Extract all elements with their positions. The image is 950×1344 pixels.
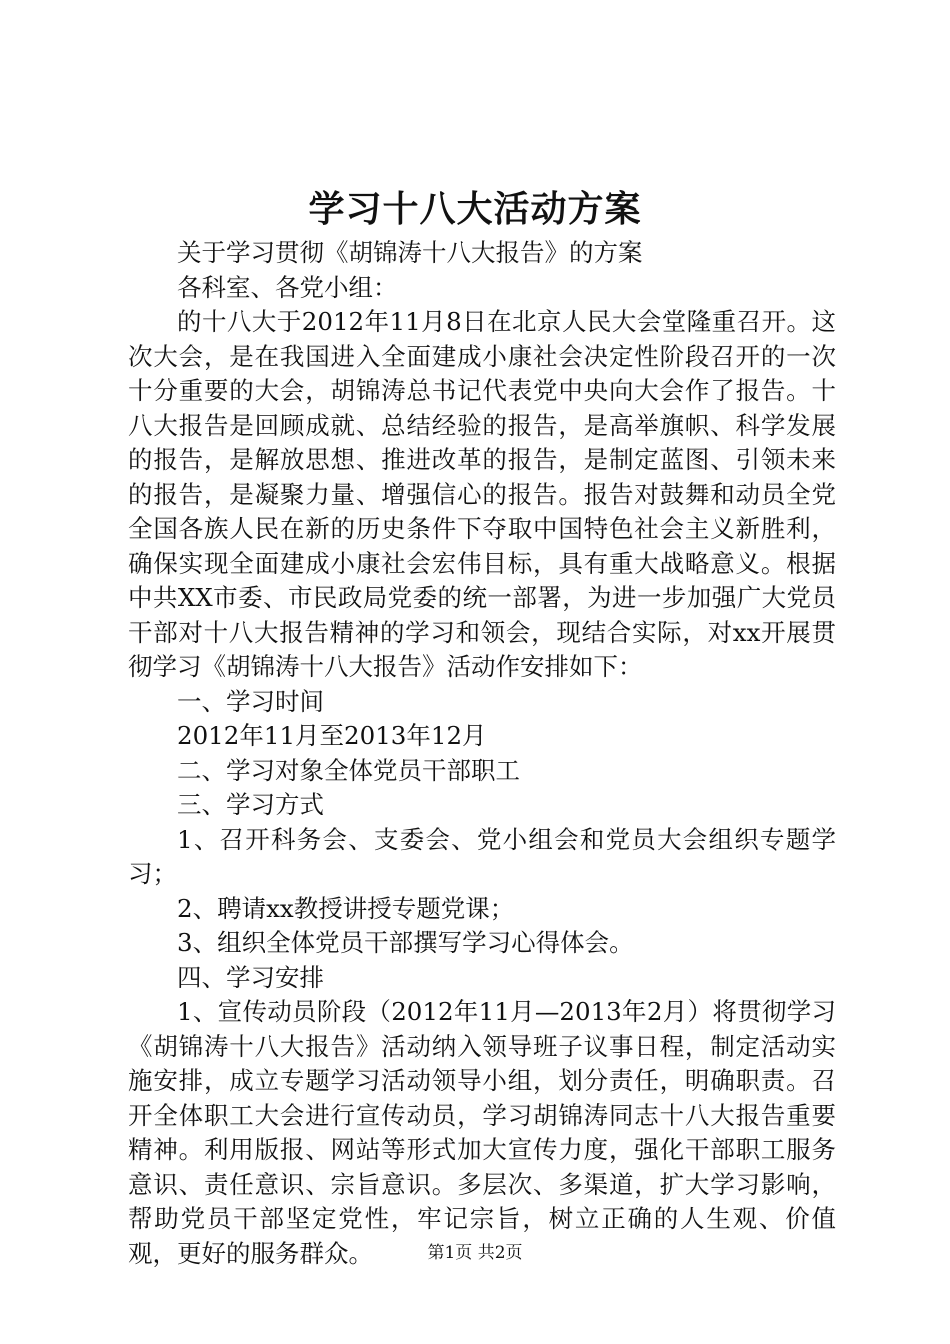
arrangement-item-1: 1、宣传动员阶段（2012年11月—2013年2月）将贯彻学习《胡锦涛十八大报告》活动纳入领导班子议事日程，制定活动实施安排，成立专题学习活动领导小组，划分责任，明确职责。召开全体职工大会进行宣传动员，学习胡锦涛同志十八大报告重要精神。利用版报、网站等形式加大宣传力度，强化干部职工服务意识、责任意识、宗旨意识。多层次、多渠道，扩大学习影响，帮助党员干部坚定党性，牢记宗旨，树立正确的人生观、价值观，更好的服务群众。 <box>128 997 836 1268</box>
document-title: 学习十八大活动方案 <box>308 188 642 230</box>
method-item-3: 3、组织全体党员干部撰写学习心得体会。 <box>177 928 634 957</box>
method-item-2: 2、聘请xx教授讲授专题党课； <box>177 893 515 923</box>
section-heading-time: 一、学习时间 <box>177 686 324 716</box>
subtitle-paragraph: 关于学习贯彻《胡锦涛十八大报告》的方案 <box>177 238 643 267</box>
page-footer: 第1页 共2页 <box>427 1243 523 1263</box>
document-body <box>128 236 836 1271</box>
section-heading-audience: 二、学习对象全体党员干部职工 <box>177 755 520 785</box>
intro-paragraph: 的十八大于2012年11月8日在北京人民大会堂隆重召开。这次大会，是在我国进入全面建成小康社会决定性阶段召开的一次十分重要的大会，胡锦涛总书记代表党中央向大会作了报告。十八大报告是回顾成就、总结经验的报告，是高举旗帜、科学发展的报告，是解放思想、推进改革的报告，是制定蓝图、引领未来的报告，是凝聚力量、增强信心的报告。报告对鼓舞和动员全党全国各族人民在新的历史条件下夺取中国特色社会主义新胜利，确保实现全面建成小康社会宏伟目标，具有重大战略意义。根据中共XX市委、市民政局党委的统一部署，为进一步加强广大党员干部对十八大报告精神的学习和领会，现结合实际，对xx开展贯彻学习《胡锦涛十八大报告》活动作安排如下： <box>128 307 836 681</box>
section-heading-method: 三、学习方式 <box>177 790 324 819</box>
section-heading-arrangement: 四、学习安排 <box>177 962 324 992</box>
method-item-1: 1、召开科务会、支委会、党小组会和党员大会组织专题学习； <box>128 824 836 888</box>
study-period-paragraph: 2012年11月至2013年12月 <box>177 721 487 750</box>
salutation-paragraph: 各科室、各党小组： <box>177 272 398 302</box>
